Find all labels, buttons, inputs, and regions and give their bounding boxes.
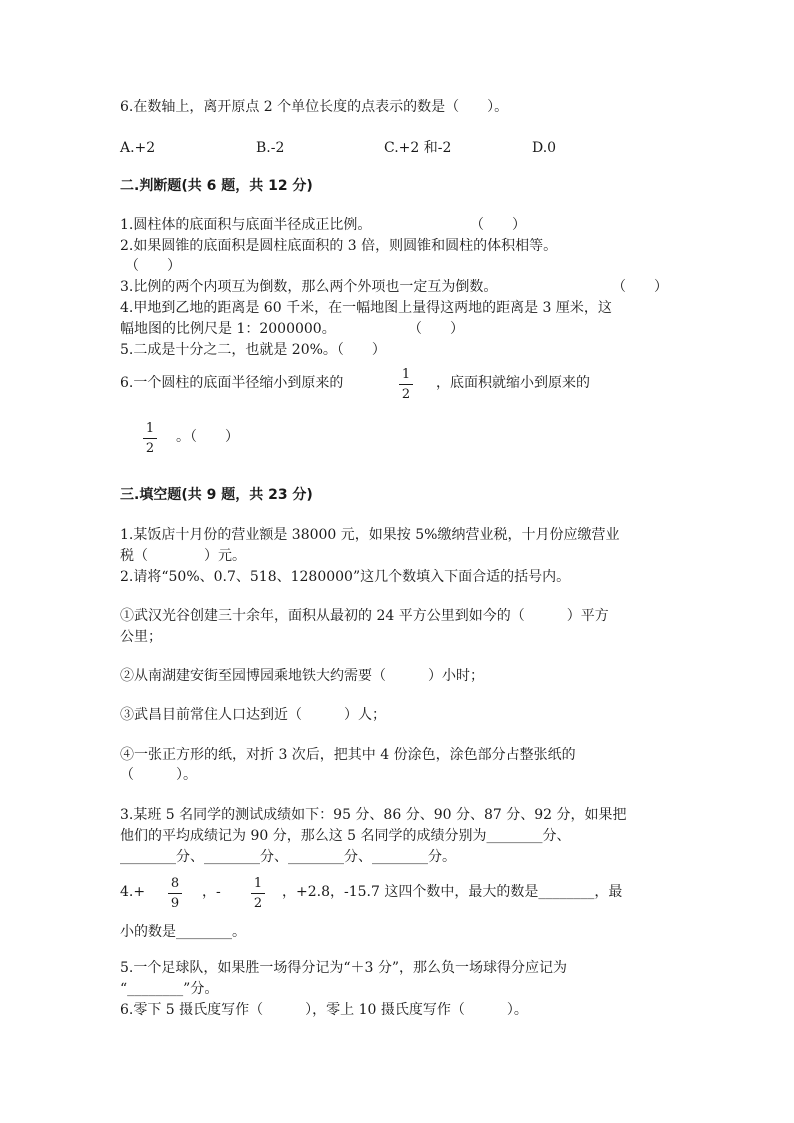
fraction bbox=[399, 367, 413, 402]
judgement-item-3: 3.比例的两个内项互为倒数，那么两个外项也一定互为倒数。 bbox=[120, 279, 498, 295]
option-b: B.-2 bbox=[256, 140, 285, 156]
fill-item-5-line2: “________”分。 bbox=[120, 981, 219, 997]
fill-item-2-sub1-line1: ①武汉光谷创建三十余年，面积从最初的 24 平方公里到如今的（ ）平方 bbox=[120, 608, 609, 624]
fill-item-6: 6.零下 5 摄氏度写作（ ），零上 10 摄氏度写作（ ）。 bbox=[120, 1002, 528, 1018]
fill-item-4-part1: 4.+ bbox=[120, 884, 146, 900]
fraction-numerator: 1 bbox=[401, 367, 411, 382]
fraction-denominator: 2 bbox=[253, 896, 263, 911]
judgement-item-6-part1: 6.一个圆柱的底面半径缩小到原来的 bbox=[120, 375, 344, 391]
fill-item-5-line1: 5.一个足球队，如果胜一场得分记为“＋3 分”，那么负一场球得分应记为 bbox=[120, 960, 568, 976]
section-title-judgement: 二.判断题(共 6 题，共 12 分) bbox=[120, 178, 313, 194]
fraction-bar bbox=[143, 438, 157, 439]
judgement-item-6-part2: ，底面积就缩小到原来的 bbox=[436, 375, 590, 391]
fill-item-3-line3: ________分、________分、________分、________分。 bbox=[120, 849, 456, 865]
fill-item-1-line2: 税（ ）元。 bbox=[120, 548, 246, 564]
fraction-bar bbox=[251, 893, 265, 894]
fill-item-2-sub4-line1: ④一张正方形的纸，对折 3 次后，把其中 4 份涂色，涂色部分占整张纸的 bbox=[120, 747, 576, 763]
answer-bracket: （ ） bbox=[408, 321, 464, 337]
answer-bracket: （ ） bbox=[612, 279, 668, 295]
judgement-item-1: 1.圆柱体的底面积与底面半径成正比例。 bbox=[120, 217, 372, 233]
judgement-item-4-line2: 幅地图的比例尺是 1：2000000。 bbox=[120, 321, 336, 337]
fraction-bar bbox=[399, 384, 413, 385]
answer-bracket: （ ） bbox=[125, 258, 181, 274]
fraction bbox=[251, 876, 265, 911]
fraction-numerator: 1 bbox=[145, 421, 155, 436]
fill-item-2-sub3: ③武昌目前常住人口达到近（ ）人； bbox=[120, 707, 386, 723]
fill-item-4-line2: 小的数是________。 bbox=[120, 924, 246, 940]
section-title-fill: 三.填空题(共 9 题，共 23 分) bbox=[120, 487, 313, 503]
question-text: 6.在数轴上，离开原点 2 个单位长度的点表示的数是（ ）。 bbox=[120, 99, 509, 115]
judgement-item-4-line1: 4.甲地到乙地的距离是 60 千米，在一幅地图上量得这两地的距离是 3 厘米，这 bbox=[120, 300, 612, 316]
fill-item-2-sub1-line2: 公里； bbox=[120, 629, 162, 645]
fraction-denominator: 2 bbox=[145, 441, 155, 456]
fraction-bar bbox=[168, 893, 182, 894]
fill-item-2-sub2: ②从南湖建安街至园博园乘地铁大约需要（ ）小时； bbox=[120, 668, 484, 684]
fill-item-3-line1: 3.某班 5 名同学的测试成绩如下：95 分、86 分、90 分、87 分、92 分，如果把 bbox=[120, 807, 627, 823]
option-c: C.+2 和-2 bbox=[384, 140, 452, 156]
fill-item-4-part2: ，- bbox=[202, 884, 221, 900]
fraction bbox=[168, 876, 182, 911]
fill-item-2-sub4-line2: （ ）。 bbox=[120, 767, 197, 783]
option-a: A.+2 bbox=[120, 140, 156, 156]
judgement-item-6-part3: 。（ ） bbox=[176, 429, 239, 445]
fill-item-2: 2.请将“50%、0.7、518、1280000”这几个数填入下面合适的括号内。 bbox=[120, 569, 571, 585]
fill-item-1-line1: 1.某饭店十月份的营业额是 38000 元，如果按 5%缴纳营业税，十月份应缴营业 bbox=[120, 527, 620, 543]
fill-item-3-line2: 他们的平均成绩记为 90 分，那么这 5 名同学的成绩分别为________分、 bbox=[120, 828, 571, 844]
fraction bbox=[143, 421, 157, 456]
judgement-item-5: 5.二成是十分之二，也就是 20%。（ ） bbox=[120, 342, 386, 358]
answer-bracket: （ ） bbox=[470, 217, 526, 233]
fill-item-4-part3: ，+2.8，-15.7 这四个数中，最大的数是________，最 bbox=[282, 884, 623, 900]
judgement-item-2: 2.如果圆锥的底面积是圆柱底面积的 3 倍，则圆锥和圆柱的体积相等。 bbox=[120, 238, 558, 254]
fraction-denominator: 2 bbox=[401, 387, 411, 402]
fraction-denominator: 9 bbox=[170, 896, 180, 911]
fraction-numerator: 8 bbox=[170, 876, 180, 891]
option-d: D.0 bbox=[532, 140, 557, 156]
fraction-numerator: 1 bbox=[253, 876, 263, 891]
